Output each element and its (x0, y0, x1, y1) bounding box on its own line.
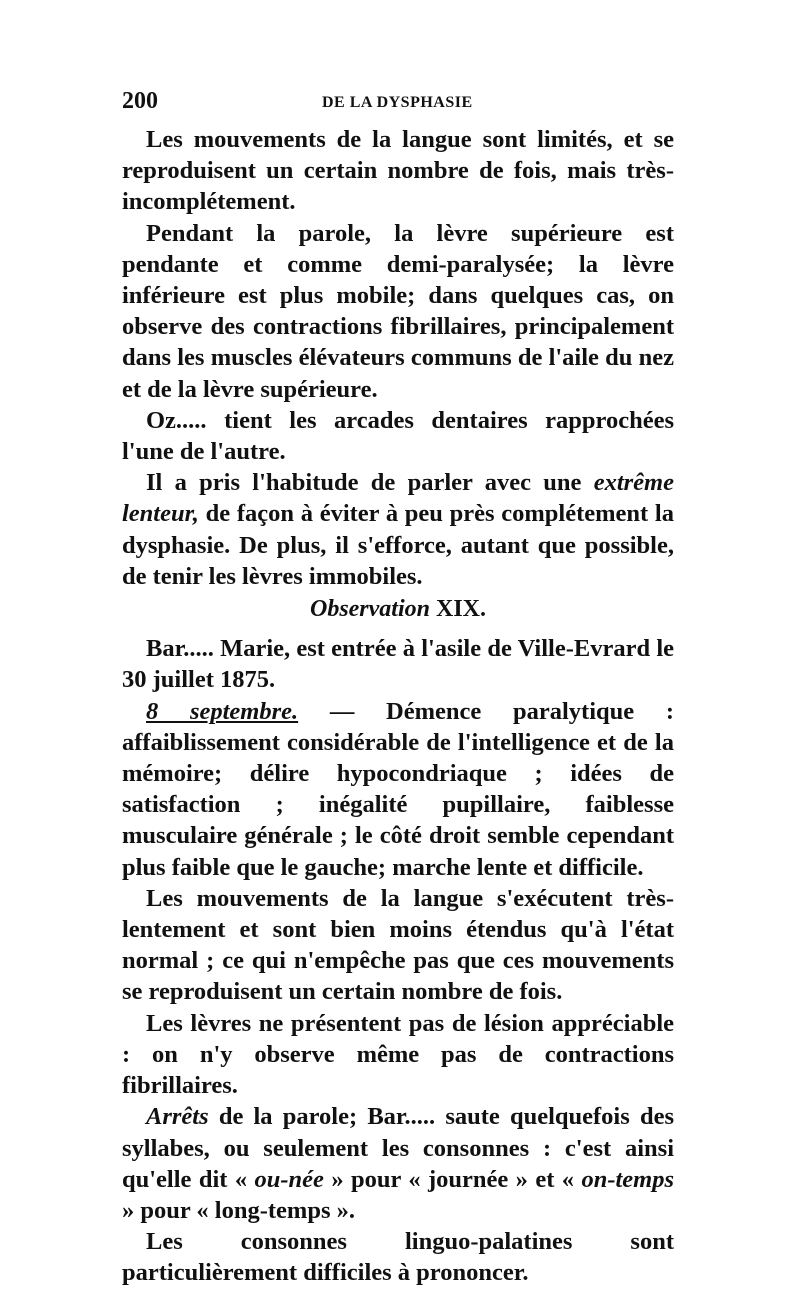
paragraph-slow-speech-part-a: Il a pris l'habitude de parler avec une (146, 469, 594, 497)
emphasis-ou-nee: ou-née (254, 1165, 324, 1193)
speech-arrests-part-c: » pour « long-temps ». (122, 1196, 356, 1224)
paragraph-tongue-slow: Les mouvements de la langue s'exécutent très-lentement et sont bien moins étendus qu'à l'état normal ; ce qui n'empêche pas que ces mouvements se reproduisent un certain nombre de fois. (122, 884, 674, 1006)
body-text (122, 124, 674, 1289)
paragraph-diagnosis (122, 696, 674, 883)
paragraph-lips-no-lesion: Les lèvres ne présentent pas de lésion appréciable : on n'y observe même pas de contractions fibrillaires. (122, 1009, 674, 1100)
observation-heading (122, 594, 674, 625)
page-number: 200 (122, 88, 158, 114)
paragraph-slow-speech-part-b: de façon à éviter à peu près complétement la dysphasie. De plus, il s'efforce, autant que possible, de tenir les lèvres immobiles. (122, 500, 674, 590)
speech-arrests-part-a: de la parole; Bar..... saute quelquefois des syllabes, ou seulement les consonnes : c'est ainsi qu'elle dit « (122, 1103, 674, 1193)
running-title: DE LA DYSPHASIE (322, 94, 473, 111)
paragraph-lips-during-speech: Pendant la parole, la lèvre supérieure est pendante et comme demi-paralysée; la lèvre inférieure est plus mobile; dans quelques cas, on observe des contractions fibrillaires, principalement dans les muscles élévateurs communs de l'aile du nez et de la lèvre supérieure. (122, 219, 674, 403)
paragraph-consonants: Les consonnes linguo-palatines sont particulièrement difficiles à prononcer. (122, 1228, 674, 1287)
paragraph-speech-arrests (122, 1101, 674, 1226)
paragraph-patient-admission: Bar..... Marie, est entrée à l'asile de Ville-Evrard le 30 juillet 1875. (122, 635, 674, 694)
diagnosis-date: 8 septembre. (146, 697, 299, 725)
paragraph-slow-speech (122, 467, 674, 592)
emphasis-arrets: Arrêts (146, 1103, 209, 1131)
paragraph-dental-arches: Oz..... tient les arcades dentaires rapprochées l'une de l'autre. (122, 406, 674, 466)
observation-number: XIX. (435, 596, 486, 623)
emphasis-extreme-slowness: extrême lenteur, (122, 469, 674, 528)
emphasis-on-temps: on-temps (581, 1165, 675, 1193)
paragraph-tongue-movements: Les mouvements de la langue sont limités, et se reproduisent un certain nombre de fois, mais très-incomplétement. (122, 126, 674, 216)
running-head (122, 88, 682, 118)
observation-word: Observation (309, 596, 430, 623)
speech-arrests-part-b: » pour « journée » et « (323, 1165, 582, 1193)
diagnosis-text: — Démence paralytique : affaiblissement considérable de l'intelligence et de la mémoire; délire hypocondriaque ; idées de satisfaction ; inégalité pupillaire, faiblesse musculaire générale ; le côté droit semble cependant plus faible que le gauche; marche lente et difficile. (122, 697, 674, 881)
